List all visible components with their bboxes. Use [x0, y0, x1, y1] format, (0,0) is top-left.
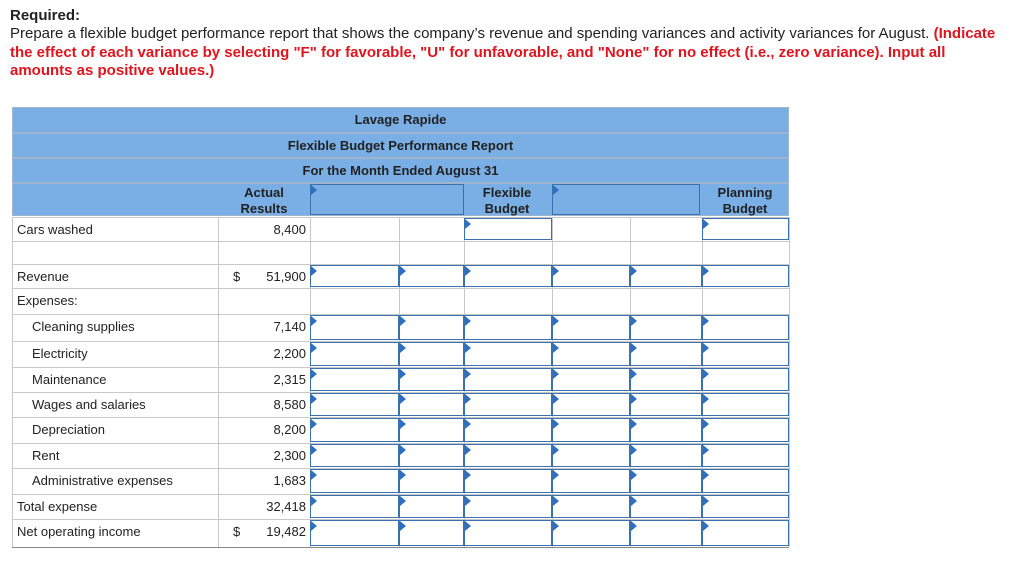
activity-variance-effect-select[interactable] — [630, 368, 702, 391]
spending-variance-effect-select[interactable] — [399, 495, 464, 518]
grid-hline — [12, 217, 789, 218]
row-label: Maintenance — [32, 372, 107, 387]
row-label: Electricity — [32, 346, 88, 361]
planning-budget-input[interactable] — [702, 342, 789, 366]
activity-variance-effect-select[interactable] — [630, 393, 702, 416]
row-label: Total expense — [17, 499, 98, 514]
actual-amount: 8,580 — [273, 397, 306, 412]
activity-variance-input[interactable] — [552, 418, 630, 442]
spending-variance-input[interactable] — [310, 520, 399, 546]
variance-type-select-1[interactable] — [310, 184, 464, 215]
flexible-budget-input[interactable] — [464, 418, 552, 442]
row-label: Revenue — [17, 269, 70, 284]
spending-variance-input[interactable] — [310, 469, 399, 493]
planning-budget-input[interactable] — [702, 495, 789, 518]
report-title: Flexible Budget Performance Report — [12, 133, 789, 158]
activity-variance-effect-select[interactable] — [630, 520, 702, 546]
dollar-sign: $ — [233, 524, 241, 539]
spending-variance-input[interactable] — [310, 315, 399, 340]
actual-amount: 2,200 — [273, 346, 306, 361]
activity-variance-effect-select[interactable] — [630, 265, 702, 287]
flexible-budget-input[interactable] — [464, 265, 552, 287]
grid-vline — [789, 217, 790, 547]
planning-budget-input[interactable] — [702, 265, 789, 287]
row-label: Cars washed — [17, 222, 93, 237]
row-label: Rent — [32, 448, 60, 463]
required-heading: Required: — [10, 7, 81, 24]
spending-variance-input[interactable] — [310, 265, 399, 287]
row-label: Depreciation — [32, 422, 105, 437]
col-actual-results: Actual Results — [226, 185, 302, 215]
activity-variance-effect-select[interactable] — [630, 315, 702, 340]
dollar-sign: $ — [233, 269, 241, 284]
spending-variance-effect-select[interactable] — [399, 418, 464, 442]
flexible-budget-input[interactable] — [464, 520, 552, 546]
spending-variance-input[interactable] — [310, 368, 399, 391]
planning-budget-input[interactable] — [702, 418, 789, 442]
performance-report-table — [12, 107, 789, 549]
actual-amount: 8,400 — [273, 222, 306, 237]
row-label: Cleaning supplies — [32, 319, 135, 334]
flexible-budget-input[interactable] — [464, 469, 552, 493]
spending-variance-effect-select[interactable] — [399, 342, 464, 366]
spending-variance-effect-select[interactable] — [399, 520, 464, 546]
activity-variance-effect-select[interactable] — [630, 418, 702, 442]
activity-variance-input[interactable] — [552, 520, 630, 546]
row-label: Wages and salaries — [32, 397, 146, 412]
activity-variance-input[interactable] — [552, 368, 630, 391]
spending-variance-effect-select[interactable] — [399, 393, 464, 416]
actual-amount: 19,482 — [266, 524, 306, 539]
flexible-budget-input[interactable] — [464, 444, 552, 467]
grid-vline — [218, 217, 219, 547]
grid-hline — [12, 288, 789, 289]
row-label: Net operating income — [17, 524, 141, 539]
spending-variance-input[interactable] — [310, 393, 399, 416]
col-flexible-budget: Flexible Budget — [464, 185, 550, 215]
activity-variance-effect-select[interactable] — [630, 444, 702, 467]
instructions — [10, 25, 1000, 81]
planning-budget-input[interactable] — [702, 218, 789, 240]
actual-amount: 1,683 — [273, 473, 306, 488]
spending-variance-input[interactable] — [310, 495, 399, 518]
spending-variance-effect-select[interactable] — [399, 265, 464, 287]
activity-variance-input[interactable] — [552, 265, 630, 287]
activity-variance-effect-select[interactable] — [630, 469, 702, 493]
actual-amount: 2,300 — [273, 448, 306, 463]
variance-type-select-2[interactable] — [552, 184, 700, 215]
row-label: Administrative expenses — [32, 473, 173, 488]
activity-variance-input[interactable] — [552, 393, 630, 416]
planning-budget-input[interactable] — [702, 315, 789, 340]
flexible-budget-input[interactable] — [464, 393, 552, 416]
spending-variance-effect-select[interactable] — [399, 469, 464, 493]
spending-variance-effect-select[interactable] — [399, 444, 464, 467]
activity-variance-input[interactable] — [552, 469, 630, 493]
grid-vline — [12, 217, 13, 547]
planning-budget-input[interactable] — [702, 444, 789, 467]
grid-hline — [12, 241, 789, 242]
spending-variance-effect-select[interactable] — [399, 368, 464, 391]
instructions-note: (Indicate the effect of each variance by selecting "F" for favorable, "U" for unfavorable, and "None" for no effect (i.e., zero variance). Input all amounts as positive values.) — [10, 25, 996, 79]
activity-variance-input[interactable] — [552, 444, 630, 467]
actual-amount: 8,200 — [273, 422, 306, 437]
spending-variance-input[interactable] — [310, 342, 399, 366]
activity-variance-input[interactable] — [552, 342, 630, 366]
planning-budget-input[interactable] — [702, 520, 789, 546]
actual-amount: 51,900 — [266, 269, 306, 284]
grid-hline — [12, 547, 789, 548]
actual-amount: 7,140 — [273, 319, 306, 334]
planning-budget-input[interactable] — [702, 393, 789, 416]
row-label: Expenses: — [17, 293, 78, 308]
flexible-budget-input[interactable] — [464, 342, 552, 366]
company-name: Lavage Rapide — [12, 107, 789, 133]
col-planning-budget: Planning Budget — [702, 185, 788, 215]
flexible-budget-input[interactable] — [464, 315, 552, 340]
flexible-budget-input[interactable] — [464, 495, 552, 518]
actual-amount: 32,418 — [266, 499, 306, 514]
activity-variance-input[interactable] — [552, 315, 630, 340]
flexible-budget-input[interactable] — [464, 218, 552, 240]
flexible-budget-input[interactable] — [464, 368, 552, 391]
planning-budget-input[interactable] — [702, 368, 789, 391]
activity-variance-effect-select[interactable] — [630, 495, 702, 518]
planning-budget-input[interactable] — [702, 469, 789, 493]
activity-variance-input[interactable] — [552, 495, 630, 518]
actual-amount: 2,315 — [273, 372, 306, 387]
instructions-text: Prepare a flexible budget performance report that shows the company’s revenue and spending variances and activity variances for August. — [10, 25, 934, 42]
spending-variance-input[interactable] — [310, 418, 399, 442]
spending-variance-input[interactable] — [310, 444, 399, 467]
spending-variance-effect-select[interactable] — [399, 315, 464, 340]
activity-variance-effect-select[interactable] — [630, 342, 702, 366]
report-period: For the Month Ended August 31 — [12, 158, 789, 183]
